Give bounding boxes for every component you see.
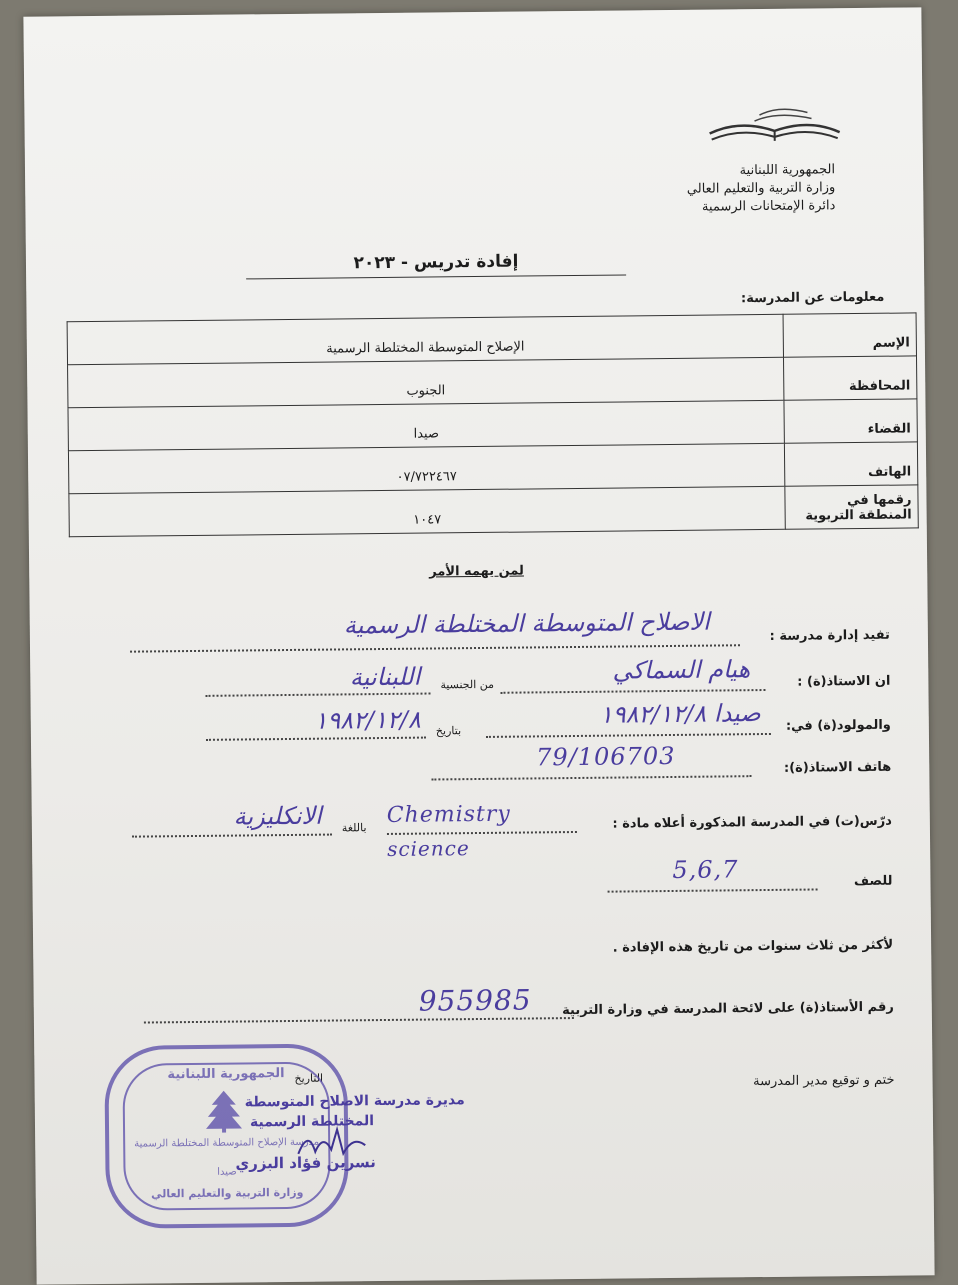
school-info-heading: معلومات عن المدرسة: [740, 289, 885, 307]
handwritten-birthplace: صيدا ١٩٨٢/١٢/٨ [599, 699, 761, 729]
table-row [69, 485, 918, 537]
dotted-line [486, 733, 771, 738]
class-label: للصف [853, 873, 893, 890]
dotted-line [387, 831, 577, 835]
header-department: دائرة الإمتحانات الرسمية [701, 198, 836, 215]
handwritten-nationality: اللبنانية [349, 662, 421, 692]
row-value: الجنوب [68, 357, 784, 407]
handwritten-school: الاصلاح المتوسطة المختلطة الرسمية [343, 607, 710, 640]
school-label: تفيد إدارة مدرسة : [769, 627, 890, 644]
row-label: القضاء [784, 399, 917, 443]
handwritten-language: الانكليزية [233, 801, 322, 831]
handwritten-teacher-name: هيام السماكي [612, 655, 751, 685]
stamp-bottom-text: وزارة التربية والتعليم العالي [150, 1185, 304, 1201]
taught-label: درّس(ت) في المدرسة المذكورة أعلاه مادة : [612, 813, 892, 832]
dotted-line [431, 775, 751, 780]
dotted-line [500, 689, 765, 694]
years-statement: لأكثر من ثلاث سنوات من تاريخ هذه الإفادة . [612, 937, 894, 956]
date-label: بتاريخ [435, 724, 462, 738]
row-label: رقمها في المنطقة التربوية [785, 485, 918, 529]
to-whom-heading: لمن يهمه الأمر [429, 563, 524, 580]
row-label: المحافظة [783, 356, 916, 400]
principal-name: نسرين فؤاد البزري [235, 1153, 376, 1173]
stamp-top-text: الجمهورية اللبنانية [167, 1066, 285, 1083]
handwritten-registration-number: 955985 [418, 983, 532, 1018]
language-label: باللغة [341, 821, 367, 835]
principal-title: مديرة مدرسة الاصلاح المتوسطة [244, 1092, 465, 1111]
phone-label: هاتف الاستاذ(ة): [783, 759, 892, 776]
document-page [23, 7, 934, 1284]
row-value: ١٠٤٧ [69, 486, 785, 536]
header-ministry: وزارة التربية والتعليم العالي [686, 180, 836, 197]
school-info-table [67, 312, 919, 537]
handwritten-class: 5,6,7 [672, 855, 739, 884]
principal-title-2: المختلطة الرسمية [249, 1113, 375, 1131]
row-value: ٠٧/٧٢٢٤٦٧ [68, 443, 784, 493]
document-title: إفادة تدريس - ٢٠٢٣ [246, 250, 626, 279]
registration-label: رقم الأستاذ(ة) على لائحة المدرسة في وزارة التربية [562, 999, 894, 1019]
footer-date-label: التاريخ [294, 1071, 324, 1085]
row-label: الإسم [783, 313, 916, 357]
signature-label: ختم و توقيع مدير المدرسة [753, 1072, 895, 1090]
row-value: الإصلاح المتوسطة المختلطة الرسمية [67, 314, 783, 364]
ministry-book-logo [699, 100, 850, 152]
row-label: الهاتف [784, 442, 917, 486]
born-label: والمولود(ة) في: [785, 717, 891, 734]
dotted-line [205, 693, 430, 697]
header-republic: الجمهورية اللبنانية [739, 162, 836, 179]
handwritten-subject-1: Chemistry [386, 801, 511, 828]
stamp-middle-text: مدرسة الإصلاح المتوسطة المختلطة الرسمية [134, 1136, 320, 1150]
dotted-line [608, 888, 818, 892]
dotted-line [132, 834, 332, 838]
handwritten-phone: 79/106703 [536, 741, 676, 772]
dotted-line [130, 644, 740, 652]
cedar-icon [204, 1088, 244, 1132]
handwritten-subject-2: science [386, 836, 470, 861]
nationality-label: من الجنسية [440, 677, 495, 692]
teacher-label: ان الاستاذ(ة) : [797, 673, 891, 690]
stamp-city: صيدا [217, 1166, 237, 1178]
dotted-line [206, 737, 426, 741]
row-value: صيدا [68, 400, 784, 450]
handwritten-birth-date: ١٩٨٢/١٢/٨ [314, 705, 421, 735]
dotted-line [144, 1017, 574, 1024]
